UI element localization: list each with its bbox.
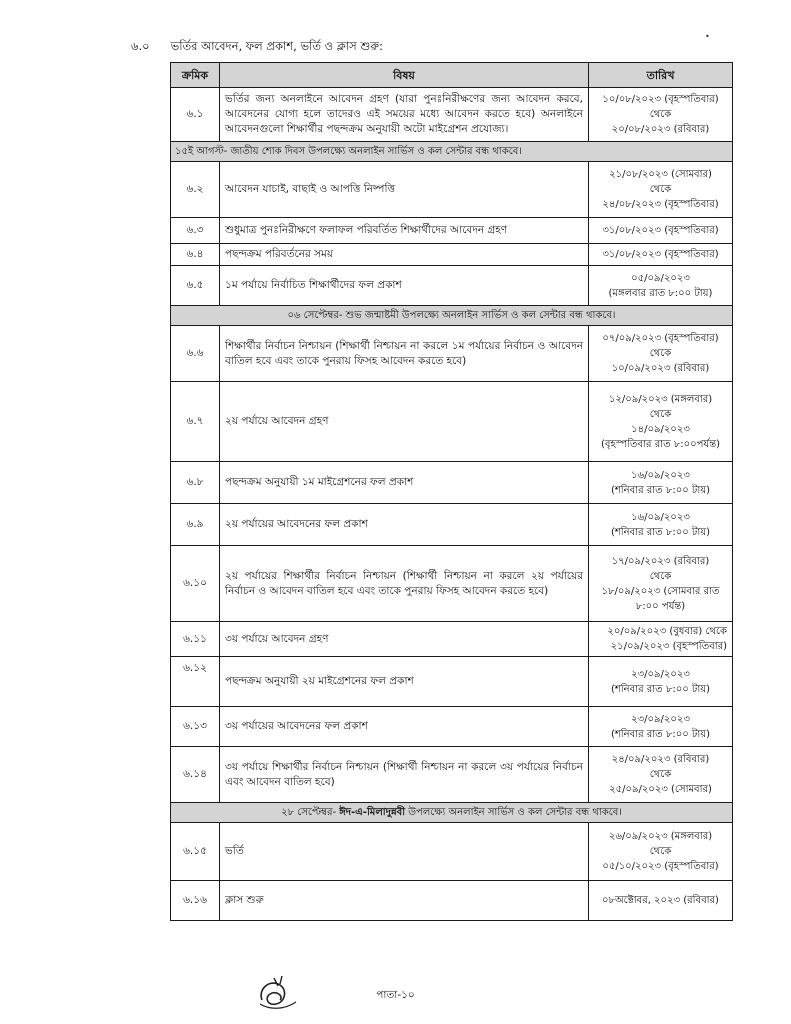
date-line: ২৬/০৯/২০২৩ (মঙ্গলবার) <box>608 831 713 842</box>
row-subject: পছন্দক্রম অনুযায়ী ১ম মাইগ্রেশনের ফল প্রকাশ <box>220 462 589 504</box>
row-serial: ৬.১৪ <box>171 747 220 803</box>
table-row <box>171 622 733 657</box>
date-line: ১২/০৯/২০২৩ (মঙ্গলবার) <box>608 393 713 405</box>
schedule-table <box>170 62 733 921</box>
date-line: ১৮/০৯/২০২৩ (সোমবার রাত <box>601 585 720 597</box>
date-line: ০৮অক্টোবর, ২০২৩ (রবিবার) <box>602 895 719 906</box>
row-serial: ৬.৬ <box>171 326 220 382</box>
date-line: ২০/০৮/২০২৩ (রবিবার) <box>611 124 710 135</box>
date-line: ৩১/০৮/২০২৩ (বৃহস্পতিবার) <box>602 249 719 260</box>
date-line: (মঙ্গলবার রাত ৮:০০ টায়) <box>608 287 713 299</box>
row-serial: ৬.১০ <box>171 546 220 622</box>
row-date <box>589 218 733 244</box>
row-date <box>589 326 733 382</box>
table-row <box>171 266 733 306</box>
row-serial: ৬.২ <box>171 162 220 218</box>
row-date <box>589 462 733 504</box>
row-serial: ৬.৮ <box>171 462 220 504</box>
date-line: ২৩/০৯/২০২৩ <box>631 713 690 725</box>
row-date <box>589 504 733 546</box>
row-subject: ভর্তি <box>220 823 589 881</box>
date-line: ২৫/০৯/২০২৩ (সোমবার) <box>609 784 712 795</box>
row-subject: ভর্তির জন্য অনলাইনে আবেদন গ্রহণ (যারা পুনঃনিরীক্ষণের জন্য আবেদন করবে, আবেদনের যোগ্য হলে তাদেরও এই সময়ের মধ্যে আবেদন করতে হবে) অনলাইনে আবেদনগুলো শিক্ষার্থীর পছন্দক্রম অনুযায়ী অটো মাইগ্রেশন প্রযোজ্য। <box>220 88 589 142</box>
row-date <box>589 747 733 803</box>
row-date <box>589 382 733 462</box>
header-sl: ক্রমিক <box>171 63 220 88</box>
date-line: ২৩/০৯/২০২৩ <box>631 668 690 680</box>
table-row <box>171 244 733 266</box>
table-row <box>171 88 733 142</box>
date-line: ১৬/০৯/২০২৩ <box>631 469 690 481</box>
row-serial: ৬.১১ <box>171 622 220 657</box>
date-line: ০৭/০৯/২০২৩ (বৃহস্পতিবার) <box>602 333 719 344</box>
row-serial: ৬.৭ <box>171 382 220 462</box>
date-line: ২৪/০৯/২০২৩ (রবিবার) <box>611 754 710 765</box>
row-subject: শিক্ষার্থীর নির্বাচন নিশ্চায়ন (শিক্ষার্থী নিশ্চায়ন না করলে ১ম পর্যায়ের নির্বাচন ও আবেদন বাতিল হবে এবং তাকে পুনরায় ফিসহ আবেদন করতে হবে) <box>220 326 589 382</box>
row-serial: ৬.৯ <box>171 504 220 546</box>
date-line: থেকে <box>649 846 672 857</box>
date-line: ২১/০৮/২০২৩ (সোমবার) <box>609 169 712 180</box>
date-line: ১৬/০৯/২০২৩ <box>631 511 690 523</box>
table-row <box>171 823 733 881</box>
row-subject: আবেদন যাচাই, বাছাই ও আপত্তি নিষ্পত্তি <box>220 162 589 218</box>
notice-text: ১৫ই আগস্ট- জাতীয় শোক দিবস উপলক্ষ্যে অনলাইন সার্ভিস ও কল সেন্টার বন্ধ থাকবে। <box>171 142 733 162</box>
table-row <box>171 162 733 218</box>
table-row <box>171 218 733 244</box>
row-serial: ৬.৪ <box>171 244 220 266</box>
date-line: ০৫/০৯/২০২৩ <box>631 272 690 284</box>
scan-mark: • <box>705 32 710 41</box>
row-subject: ২য় পর্যায়ের শিক্ষার্থীর নির্বাচন নিশ্চায়ন (শিক্ষার্থী নিশ্চায়ন না করলে ২য় পর্যায়ের নির্বাচন ও আবেদন বাতিল হবে এবং তাকে পুনরায় ফিসহ আবেদন করতে হবে) <box>220 546 589 622</box>
row-date <box>589 266 733 306</box>
row-subject: ৩য় পর্যায়ের আবেদনের ফল প্রকাশ <box>220 707 589 747</box>
table-row <box>171 747 733 803</box>
notice-text: ০৬ সেপ্টেম্বর- শুভ জন্মাষ্টমী উপলক্ষ্যে অনলাইন সার্ভিস ও কল সেন্টার বন্ধ থাকবে। <box>171 306 733 326</box>
row-date <box>589 707 733 747</box>
date-line: থেকে <box>649 348 672 359</box>
row-subject: ৩য় পর্যায়ে শিক্ষার্থীর নির্বাচন নিশ্চায়ন (শিক্ষার্থী নিশ্চায়ন না করলে ৩য় পর্যায়ের নির্বাচন এবং আবেদন বাতিল হবে) <box>220 747 589 803</box>
date-line: থেকে <box>649 109 672 120</box>
row-subject: ক্লাস শুরু <box>220 881 589 921</box>
date-line: (শনিবার রাত ৮:০০ টায়) <box>610 526 711 538</box>
page-number: পাতা-১০ <box>376 989 415 1001</box>
table-row <box>171 504 733 546</box>
row-date <box>589 244 733 266</box>
row-subject: ৩য় পর্যায়ে আবেদন গ্রহণ <box>220 622 589 657</box>
row-serial: ৬.৫ <box>171 266 220 306</box>
date-line: থেকে <box>649 408 672 420</box>
row-subject: পছন্দক্রম পরিবর্তনের সময় <box>220 244 589 266</box>
row-subject: ২য় পর্যায়ে আবেদন গ্রহণ <box>220 382 589 462</box>
date-line: ৩১/০৮/২০২৩ (বৃহস্পতিবার) <box>602 225 719 236</box>
row-subject: শুধুমাত্র পুনঃনিরীক্ষণে ফলাফল পরিবর্তিত শিক্ষার্থীদের আবেদন গ্রহণ <box>220 218 589 244</box>
table-header-row <box>171 63 733 88</box>
date-line: ২১/০৯/২০২৩ (বৃহস্পতিবার) <box>610 641 727 652</box>
notice-row <box>171 142 733 162</box>
row-subject: ১ম পর্যায়ে নির্বাচিত শিক্ষার্থীদের ফল প্রকাশ <box>220 266 589 306</box>
date-line: ১৭/০৯/২০২৩ (রবিবার) <box>611 555 710 567</box>
date-line: ৮:০০ পর্যন্ত) <box>635 600 686 612</box>
table-row <box>171 657 733 707</box>
schedule-table-body <box>171 88 733 921</box>
row-serial: ৬.১৫ <box>171 823 220 881</box>
date-line: (শনিবার রাত ৮:০০ টায়) <box>610 484 711 496</box>
date-line: ১৪/০৯/২০২৩ <box>631 423 690 435</box>
row-date <box>589 88 733 142</box>
table-row <box>171 881 733 921</box>
table-row <box>171 546 733 622</box>
row-serial: ৬.১২ <box>171 657 220 707</box>
notice-row <box>171 306 733 326</box>
row-serial: ৬.১৬ <box>171 881 220 921</box>
table-row <box>171 382 733 462</box>
row-serial: ৬.১ <box>171 88 220 142</box>
row-date <box>589 823 733 881</box>
date-line: ০৫/১০/২০২৩ (বৃহস্পতিবার) <box>602 861 719 872</box>
row-serial: ৬.৩ <box>171 218 220 244</box>
row-date <box>589 546 733 622</box>
notice-text: ২৮ সেপ্টেম্বর- ঈদ-এ-মিলাদুন্নবী উপলক্ষ্যে অনলাইন সার্ভিস ও কল সেন্টার বন্ধ থাকবে। <box>171 803 733 823</box>
header-date: তারিখ <box>589 63 733 88</box>
date-line: ২৪/০৮/২০২৩ (বৃহস্পতিবার) <box>602 199 719 210</box>
notice-row <box>171 803 733 823</box>
row-date <box>589 162 733 218</box>
section-number: ৬.০ <box>131 39 150 53</box>
row-subject: পছন্দক্রম অনুযায়ী ২য় মাইগ্রেশনের ফল প্রকাশ <box>220 657 589 707</box>
date-line: (শনিবার রাত ৮:০০ টায়) <box>610 728 711 740</box>
row-date <box>589 622 733 657</box>
date-line: ২০/০৯/২০২৩ (বুধবার) থেকে <box>607 626 727 637</box>
date-line: থেকে <box>649 769 672 780</box>
date-line: থেকে <box>649 184 672 195</box>
section-heading <box>131 38 383 57</box>
row-date <box>589 657 733 707</box>
row-subject: ২য় পর্যায়ের আবেদনের ফল প্রকাশ <box>220 504 589 546</box>
table-row <box>171 462 733 504</box>
date-line: (শনিবার রাত ৮:০০ টায়) <box>610 683 711 695</box>
table-row <box>171 326 733 382</box>
row-serial: ৬.১৩ <box>171 707 220 747</box>
table-row <box>171 707 733 747</box>
header-subject: বিষয় <box>220 63 589 88</box>
row-date <box>589 881 733 921</box>
date-line: ১০/০৮/২০২৩ (বৃহস্পতিবার) <box>602 94 719 105</box>
date-line: ১০/০৯/২০২৩ (রবিবার) <box>611 363 710 374</box>
section-title: ভর্তির আবেদন, ফল প্রকাশ, ভর্তি ও ক্লাস শুরু: <box>170 39 383 53</box>
date-line: (বৃহস্পতিবার রাত ৮:০০পর্যন্ত) <box>601 438 720 450</box>
date-line: থেকে <box>649 570 672 582</box>
